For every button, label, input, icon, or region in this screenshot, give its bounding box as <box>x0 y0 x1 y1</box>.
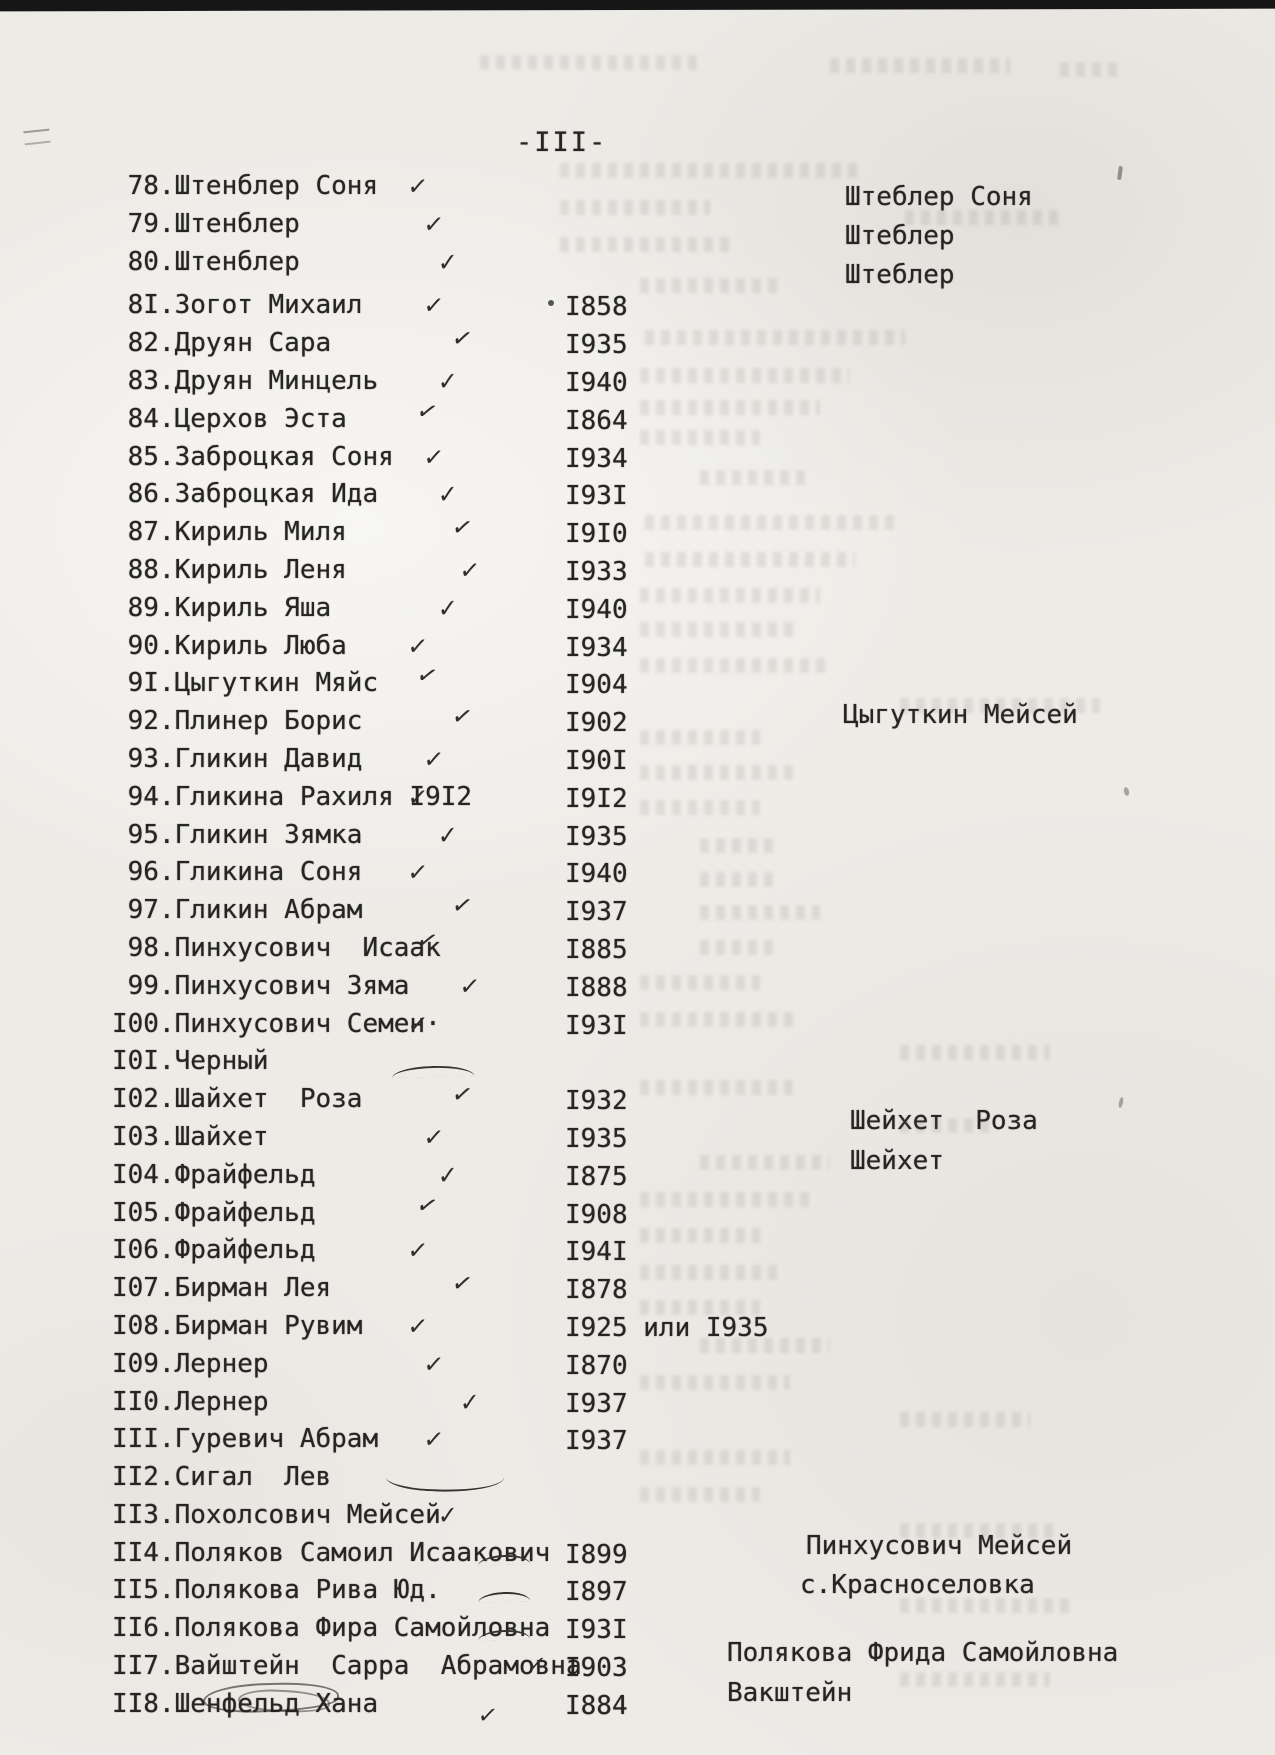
entry-text: I03.Шайхет <box>112 1121 269 1152</box>
list-row <box>0 857 1275 895</box>
birth-year: I925 или I935 <box>565 1312 769 1343</box>
birth-year: I90I <box>565 745 628 776</box>
birth-year: I858 <box>565 292 628 323</box>
birth-year: I933 <box>565 556 628 587</box>
entry-text: 78.Штенблер Соня <box>112 171 379 201</box>
list-row <box>0 1311 1275 1349</box>
list-row <box>0 290 1275 328</box>
list-row <box>0 555 1275 593</box>
entry-text: II5.Полякова Рива Юд. <box>112 1575 441 1606</box>
list-row <box>0 820 1275 858</box>
entry-text: 93.Гликин Давид <box>112 743 363 774</box>
margin-note: Цыгуткин Мейсей <box>843 700 1078 730</box>
list-row <box>0 209 1275 247</box>
birth-year: I884 <box>565 1690 628 1721</box>
list-row <box>0 1009 1275 1047</box>
birth-year: I940 <box>565 594 628 625</box>
list-row <box>0 1424 1275 1462</box>
margin-note: Шейхет Роза <box>850 1106 1038 1136</box>
entry-text: II3.Похолсович Мейсей <box>112 1499 441 1530</box>
checkmark <box>460 974 479 1000</box>
checkmark <box>436 368 458 396</box>
scan-edge-artifact <box>0 0 1275 11</box>
checkmark <box>436 821 458 849</box>
list-row <box>0 1046 1275 1084</box>
birth-year: I935 <box>565 821 628 852</box>
pencil-mark-artifact <box>23 129 50 146</box>
entry-text: 9I.Цыгуткин Мяйс <box>112 668 379 699</box>
checkmark <box>424 212 443 238</box>
birth-year: I870 <box>565 1350 628 1381</box>
checkmark <box>424 445 443 471</box>
entry-text: II7.Вайштейн Сарра Абрамовна <box>112 1651 582 1682</box>
checkmark <box>415 397 439 426</box>
name-list <box>0 171 1275 1727</box>
list-row <box>0 247 1275 285</box>
margin-note: Полякова Фрида Самойловна <box>727 1638 1119 1668</box>
entry-text: I04.Фрайфельд <box>112 1159 316 1190</box>
entry-text: 90.Кириль Люба <box>112 630 347 661</box>
entry-text: II0.Лернер <box>112 1386 269 1417</box>
entry-text: 95.Гликин Зямка <box>112 819 363 850</box>
birth-year: I934 <box>565 632 628 663</box>
list-row <box>0 1273 1275 1311</box>
list-row <box>0 1198 1275 1236</box>
list-row <box>0 1387 1275 1425</box>
entry-text: 87.Кириль Миля <box>112 517 347 548</box>
margin-note: Шейхет <box>850 1146 944 1176</box>
entry-text: 79.Штенблер <box>112 208 300 239</box>
birth-year: I903 <box>565 1653 628 1684</box>
list-row <box>0 933 1275 971</box>
checkmark <box>408 785 427 811</box>
checkmark <box>424 1125 443 1151</box>
list-row <box>0 1235 1275 1273</box>
entry-text: III.Гуревич Абрам <box>112 1424 379 1455</box>
birth-year: I897 <box>565 1577 628 1608</box>
entry-text: 89.Кириль Яша <box>112 592 332 623</box>
checkmark <box>451 892 473 920</box>
birth-year: I940 <box>565 367 628 398</box>
birth-year: I878 <box>565 1275 628 1306</box>
list-row <box>0 782 1275 820</box>
checkmark <box>408 174 427 200</box>
checkmark <box>408 860 427 886</box>
checkmark <box>408 1314 427 1340</box>
checkmark <box>436 1502 458 1530</box>
dash-mark <box>386 1471 505 1495</box>
checkmark <box>408 1238 427 1264</box>
checkmark <box>436 249 458 277</box>
list-row <box>0 744 1275 782</box>
dash-mark <box>392 1065 474 1078</box>
entry-text: I05.Фрайфельд <box>112 1197 316 1228</box>
checkmark <box>451 325 473 353</box>
checkmark <box>408 634 427 660</box>
checkmark <box>424 747 443 773</box>
list-row <box>0 1122 1275 1160</box>
birth-year: I940 <box>565 859 628 890</box>
entry-text: 97.Гликин Абрам <box>112 895 363 926</box>
birth-year: I937 <box>565 1426 628 1457</box>
entry-text: 84.Церхов Эста <box>112 403 347 434</box>
list-row <box>0 631 1275 669</box>
checkmark <box>451 703 473 731</box>
list-row <box>0 593 1275 631</box>
ink-dot-artifact <box>548 300 554 306</box>
checkmark <box>458 1388 480 1416</box>
list-row <box>0 1084 1275 1122</box>
birth-year: I937 <box>565 897 628 928</box>
list-row <box>0 1689 1275 1727</box>
list-row <box>0 171 1275 209</box>
list-row <box>0 404 1275 442</box>
entry-text: 80.Штенблер <box>112 246 300 277</box>
entry-text: 83.Друян Минцель <box>112 365 379 396</box>
margin-note: Штеблер <box>845 221 955 251</box>
list-row <box>0 1500 1275 1538</box>
checkmark <box>528 1652 546 1676</box>
entry-text: I08.Бирман Рувим <box>112 1310 363 1341</box>
checkmark <box>415 662 439 691</box>
birth-year: I93I <box>565 1010 628 1041</box>
entry-text: I09.Лернер <box>112 1348 269 1379</box>
list-row <box>0 1160 1275 1198</box>
birth-year: I904 <box>565 670 628 701</box>
entry-text: II2.Сигал Лев <box>112 1462 332 1493</box>
birth-year: I885 <box>565 934 628 965</box>
list-row <box>0 1462 1275 1500</box>
list-row <box>0 706 1275 744</box>
list-row <box>0 1538 1275 1576</box>
page-number: -III- <box>516 127 608 158</box>
list-row <box>0 366 1275 404</box>
margin-note: с.Красноселовка <box>800 1570 1035 1600</box>
entry-text: I00.Пинхусович Семен· <box>112 1008 441 1039</box>
birth-year: I94I <box>565 1237 628 1268</box>
list-row <box>0 895 1275 933</box>
entry-text: 98.Пинхусович Исаак <box>112 932 441 963</box>
birth-year: I9I2 <box>565 783 628 814</box>
birth-year: I935 <box>565 1123 628 1154</box>
birth-year: I934 <box>565 443 628 474</box>
entry-text: I06.Фрайфельд <box>112 1235 316 1266</box>
entry-text: I07.Бирман Лея <box>112 1273 332 1304</box>
margin-note: Штеблер <box>845 260 955 290</box>
checkmark <box>451 1081 473 1109</box>
entry-text: 88.Кириль Леня <box>112 554 347 585</box>
checkmark <box>436 1162 458 1190</box>
list-row <box>0 1575 1275 1613</box>
checkmark <box>436 481 458 509</box>
checkmark <box>424 293 443 319</box>
birth-year: I935 <box>565 330 628 361</box>
list-row <box>0 971 1275 1009</box>
birth-year: I888 <box>565 972 628 1003</box>
checkmark <box>424 1352 443 1378</box>
entry-text: 99.Пинхусович Зяма <box>112 970 410 1001</box>
birth-year: I864 <box>565 405 628 436</box>
bleed-through-artifact <box>1060 62 1120 77</box>
list-row <box>0 668 1275 706</box>
list-row <box>0 517 1275 555</box>
entry-text: 8I.Зогот Михаил <box>112 290 363 321</box>
checkmark <box>408 1012 427 1038</box>
entry-text: 94.Гликина Рахиля I9I2 <box>112 781 473 812</box>
list-row <box>0 479 1275 517</box>
birth-year: I908 <box>565 1199 628 1230</box>
entry-text: 92.Плинер Борис <box>112 706 363 737</box>
entry-text: II4.Поляков Самоил Исаакович <box>112 1537 551 1568</box>
entry-text: 85.Заброцкая Соня <box>112 441 394 472</box>
list-row <box>0 442 1275 480</box>
entry-text: 82.Друян Сара <box>112 328 332 359</box>
birth-year: I93I <box>565 1615 628 1646</box>
margin-note: Вакштейн <box>727 1678 853 1708</box>
birth-year: I93I <box>565 481 628 512</box>
bleed-through-artifact <box>830 58 1010 73</box>
entry-text: II8.Шенфельд Хана <box>112 1688 379 1719</box>
bleed-through-artifact <box>480 55 700 70</box>
birth-year: I902 <box>565 708 628 739</box>
birth-year: I932 <box>565 1086 628 1117</box>
entry-text: 86.Заброцкая Ида <box>112 479 379 510</box>
checkmark <box>451 514 473 542</box>
entry-text: I02.Шайхет Роза <box>112 1084 363 1115</box>
birth-year: I899 <box>565 1539 628 1570</box>
checkmark <box>415 1191 439 1220</box>
margin-note: Штеблер Соня <box>845 182 1033 212</box>
list-row <box>0 328 1275 366</box>
checkmark <box>478 1703 497 1729</box>
margin-note: Пинхусович Мейсей <box>806 1531 1073 1561</box>
checkmark <box>424 1427 443 1453</box>
entry-text: 96.Гликина Соня <box>112 857 363 888</box>
birth-year: I9I0 <box>565 519 628 550</box>
birth-year: I875 <box>565 1161 628 1192</box>
checkmark <box>460 558 479 584</box>
entry-text: I0I.Черный <box>112 1046 269 1077</box>
list-row <box>0 1349 1275 1387</box>
dash-mark <box>478 1592 530 1604</box>
checkmark <box>436 595 458 623</box>
checkmark <box>451 1270 473 1298</box>
entry-text: II6.Полякова Фира Самойловна <box>112 1613 551 1644</box>
birth-year: I937 <box>565 1388 628 1419</box>
